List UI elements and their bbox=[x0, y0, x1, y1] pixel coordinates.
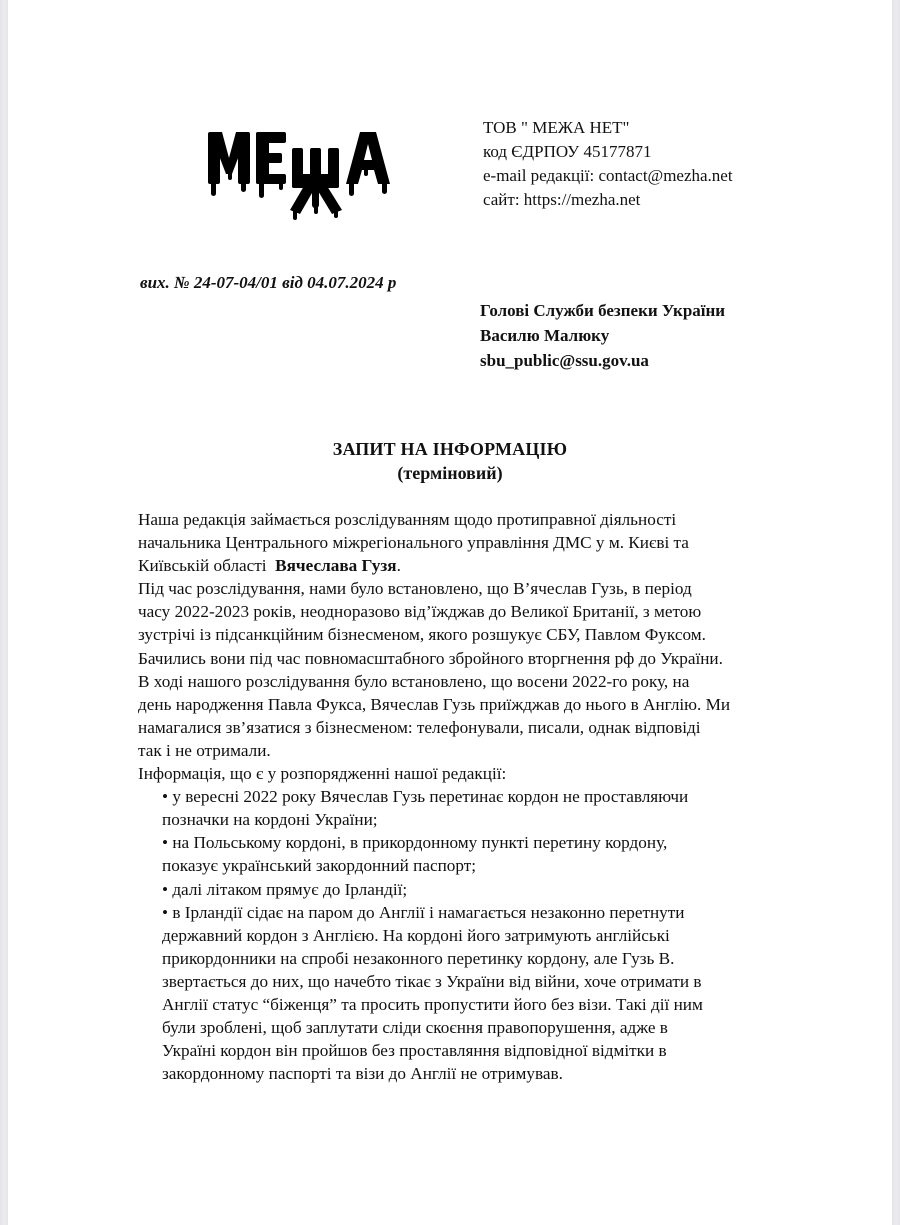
bullet-line: були зроблені, щоб заплутати сліди скоєння правопорушення, адже в bbox=[162, 1018, 668, 1038]
company-code: код ЄДРПОУ 45177871 bbox=[483, 142, 652, 161]
bullet-line: • далі літаком прямує до Ірландії; bbox=[162, 879, 408, 899]
bullet-line: державний кордон з Англією. На кордоні його затримують англійські bbox=[162, 925, 670, 945]
company-website: сайт: https://mezha.net bbox=[483, 190, 641, 209]
body-line: начальника Центрального міжрегіонального управління ДМС у м. Києві та bbox=[138, 533, 689, 553]
body-line: так і не отримали. bbox=[138, 740, 271, 760]
bullet-line: • на Польському кордоні, в прикордонному пункті перетину кордону, bbox=[162, 833, 668, 853]
addressee-email: sbu_public@ssu.gov.ua bbox=[480, 351, 649, 370]
body-line: зустрічі із підсанкційним бізнесменом, якого розшукує СБУ, Павлом Фуксом. bbox=[138, 625, 706, 645]
outgoing-number: вих. № 24-07-04/01 від 04.07.2024 р bbox=[140, 273, 397, 292]
company-name: ТОВ " МЕЖА НЕТ" bbox=[483, 118, 630, 137]
bullet-line: • в Ірландії сідає на паром до Англії і намагається незаконно перетнути bbox=[162, 902, 685, 922]
body-line-prefix: Київській області bbox=[138, 556, 276, 576]
bullet-item bbox=[138, 901, 798, 1086]
company-info bbox=[483, 116, 733, 212]
body-line bbox=[138, 554, 798, 577]
body-line: Під час розслідування, нами було встановлено, що В’ячеслав Гузь, в період bbox=[138, 579, 692, 599]
body-line: часу 2022-2023 років, неодноразово від’їжджав до Великої Британії, з метою bbox=[138, 602, 702, 622]
mezha-logo bbox=[204, 118, 394, 222]
bullet-item bbox=[138, 878, 798, 901]
bullet-line: Україні кордон він пройшов без проставляння відповідної відмітки в bbox=[162, 1041, 667, 1061]
body-line: Бачились вони під час повномасштабного збройного вторгнення рф до України. bbox=[138, 648, 723, 668]
body-line-suffix: . bbox=[396, 556, 401, 576]
company-email: e-mail редакції: contact@mezha.net bbox=[483, 166, 733, 185]
bullet-line: позначки на кордоні України; bbox=[162, 810, 378, 830]
bullet-line: Англії статус “біженця” та просить пропустити його без візи. Такі дії ним bbox=[162, 994, 703, 1014]
body-line: Наша редакція займається розслідуванням щодо протиправної діяльності bbox=[138, 510, 677, 529]
document-page bbox=[8, 0, 892, 1225]
page-edge-left bbox=[0, 0, 8, 1225]
bullet-line: закордонному паспорті та візи до Англії не отримував. bbox=[162, 1064, 563, 1084]
body-line: день народження Павла Фукса, Вячеслав Гузь приїжджав до нього в Англію. Ми bbox=[138, 694, 731, 714]
bullet-item bbox=[138, 831, 798, 877]
body-line: В ході нашого розслідування було встановлено, що восени 2022-го року, на bbox=[138, 671, 690, 691]
bullet-line: прикордонники на спробі незаконного перетинку кордону, але Гузь В. bbox=[162, 948, 675, 968]
body-line: намагалися зв’язатися з бізнесменом: телефонували, писали, однак відповіді bbox=[138, 717, 701, 737]
document-body bbox=[138, 508, 798, 1085]
bullet-item bbox=[138, 785, 798, 831]
addressee-position: Голові Служби безпеки України bbox=[480, 301, 726, 320]
document-title-block bbox=[8, 437, 892, 485]
document-title: ЗАПИТ НА ІНФОРМАЦІЮ bbox=[332, 439, 568, 459]
bullet-line: • у вересні 2022 року Вячеслав Гузь перетинає кордон не проставляючи bbox=[162, 787, 689, 807]
addressee-block bbox=[480, 298, 725, 373]
info-heading: Інформація, що є у розпорядженні нашої редакції: bbox=[138, 764, 507, 784]
document-subtitle: (терміновий) bbox=[397, 463, 503, 483]
bullet-line: звертається до них, що начебто тікає з України від війни, хоче отримати в bbox=[162, 971, 702, 991]
page-edge-right bbox=[892, 0, 900, 1225]
bullet-line: показує український закордонний паспорт; bbox=[162, 856, 477, 876]
addressee-name: Василю Малюку bbox=[480, 326, 610, 345]
subject-name: Вячеслава Гузя bbox=[275, 556, 397, 576]
mezha-logo-icon bbox=[204, 118, 394, 222]
